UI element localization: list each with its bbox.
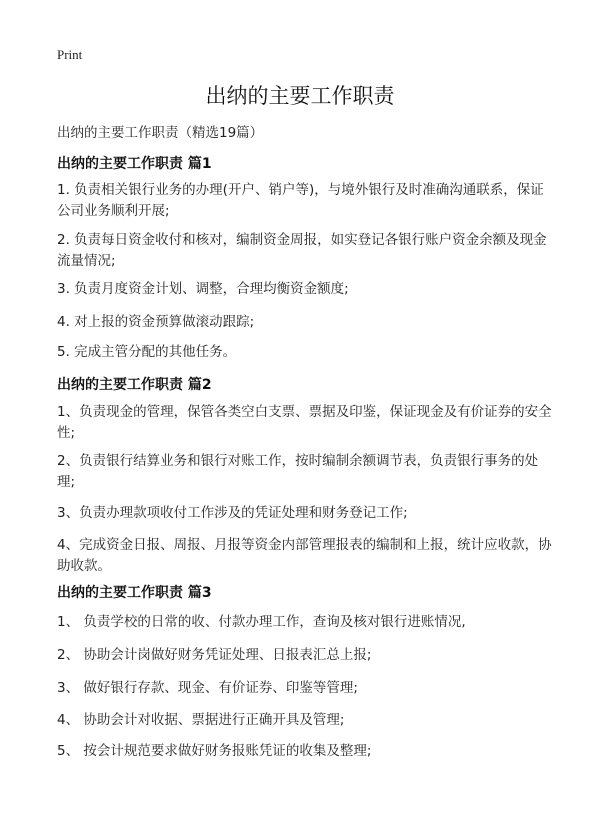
list-item: 3、负责办理款项收付工作涉及的凭证处理和财务登记工作; [57, 505, 408, 521]
list-item: 5、 按会计规范要求做好财务报账凭证的收集及整理; [57, 743, 372, 759]
list-item: 1、 负责学校的日常的收、付款办理工作，查询及核对银行进账情况, [57, 614, 466, 630]
list-item: 2、负责银行结算业务和银行对账工作，按时编制余额调节表，负责银行事务的处理; [57, 453, 539, 490]
list-item: 3、 做好银行存款、现金、有价证券、印鉴等管理; [57, 680, 358, 696]
document-subtitle: 出纳的主要工作职责（精选19篇） [57, 125, 264, 141]
list-item: 4、完成资金日报、周报、月报等资金内部管理报表的编制和上报，统计应收款，协助收款。 [57, 537, 552, 574]
page-title: 出纳的主要工作职责 [205, 84, 395, 108]
list-item: 4. 对上报的资金预算做滚动跟踪; [57, 314, 255, 330]
list-item: 2. 负责每日资金收付和核对，编制资金周报，如实登记各银行账户资金余额及现金流量情况; [57, 232, 547, 269]
list-item: 2、 协助会计岗做好财务凭证处理、日报表汇总上报; [57, 647, 372, 663]
list-item: 1. 负责相关银行业务的办理(开户、销户等)，与境外银行及时准确沟通联系，保证公司业务顺利开展; [57, 182, 544, 219]
section-heading-2: 出纳的主要工作职责 篇2 [57, 377, 212, 393]
print-label: Print [57, 47, 83, 62]
list-item: 5. 完成主管分配的其他任务。 [57, 344, 237, 360]
section-heading-1: 出纳的主要工作职责 篇1 [57, 156, 212, 172]
section-heading-3: 出纳的主要工作职责 篇3 [57, 585, 212, 601]
list-item: 1、负责现金的管理，保管各类空白支票、票据及印鉴，保证现金及有价证券的安全性; [57, 404, 552, 441]
list-item: 4、 协助会计对收据、票据进行正确开具及管理; [57, 712, 345, 728]
list-item: 3. 负责月度资金计划、调整，合理均衡资金额度; [57, 281, 349, 297]
